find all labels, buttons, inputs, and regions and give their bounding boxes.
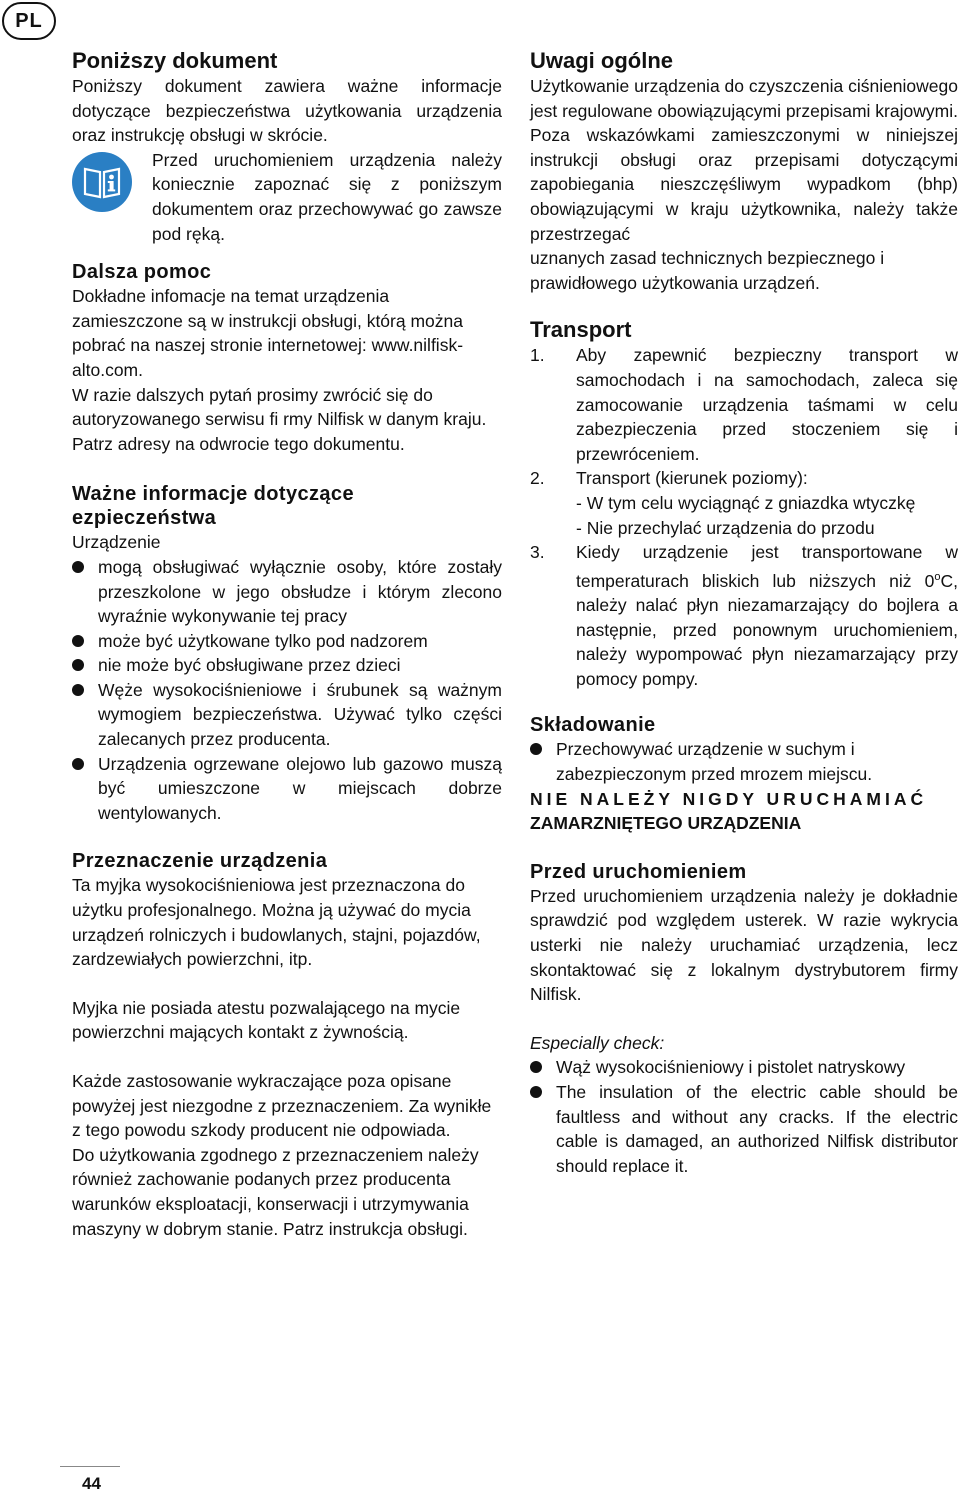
check-item: Wąż wysokociśnieniowy i pistolet natryskowy	[530, 1055, 958, 1080]
transport-item-text: Kiedy urządzenie jest transportowane w temperaturach bliskich lub niższych niż 0	[576, 542, 958, 591]
degree-sup: o	[934, 570, 941, 583]
check-list	[530, 1055, 958, 1178]
left-column	[72, 48, 502, 1241]
manual-info-icon	[72, 152, 132, 212]
storage-item: Przechowywać urządzenie w suchym i zabezpieczonym przed mrozem miejscu.	[530, 737, 958, 786]
safety-item: mogą obsługiwać wyłącznie osoby, które zostały przeszkolone w jego obsłudze i którym zlecono wyraźnie wykonywanie tej pracy	[72, 555, 502, 629]
transport-list	[530, 343, 958, 691]
footer-rule	[60, 1466, 120, 1467]
general-paragraph-2: Poza wskazówkami zamieszczonymi w niniejszej instrukcji obsługi oraz przepisami dotyczącymi zapobiegania nieszczęśliwym wypadkom (bhp) obowiązującymi w kraju użytkownika, należy także przestrzegać	[530, 125, 958, 244]
storage-title: Składowanie	[530, 714, 656, 737]
transport-item-number: 2.	[530, 468, 545, 489]
storage-list	[530, 737, 958, 786]
safety-item: może być użytkowane tylko pod nadzorem	[72, 629, 502, 654]
transport-item	[530, 466, 958, 540]
transport-title: Transport	[530, 317, 632, 343]
safety-title: Ważne informacje dotyczące ezpieczeństwa	[72, 483, 354, 530]
purpose-title: Przeznaczenie urządzenia	[72, 850, 328, 873]
safety-intro: Urządzenie	[72, 532, 161, 553]
transport-item-number: 3.	[530, 542, 545, 563]
help-title: Dalsza pomoc	[72, 261, 212, 284]
before-paragraph: Przed uruchomieniem urządzenia należy je dokładnie sprawdzić pod względem usterek. W razie wykrycia usterki nie należy uruchamiać urządzenia, lecz skontaktować się z lokalnym dystrybutorem firmy Nilfisk.	[530, 885, 958, 1005]
check-item: The insulation of the electric cable should be faultless and without any cracks. If the electric cable is damaged, an authorized Nilfisk distributor should replace it.	[530, 1080, 958, 1178]
purpose-paragraph-1: Ta myjka wysokociśnieniowa jest przeznaczona do użytku profesjonalnego. Można ją używać do mycia urządzeń rolniczych i budowlanych, stajni, pojazdów, zardzewiałych powierzchni, itp.	[72, 875, 481, 970]
safety-item: nie może być obsługiwane przez dzieci	[72, 653, 502, 678]
language-badge: PL	[2, 2, 56, 40]
transport-item	[530, 540, 958, 691]
storage-warning-line-1: NIE NALEŻY NIGDY URUCHAMIAĆ	[530, 788, 928, 809]
transport-item	[530, 343, 958, 466]
before-title: Przed uruchomieniem	[530, 860, 747, 883]
general-paragraph-1: Użytkowanie urządzenia do czyszczenia ciśnieniowego jest regulowane obowiązującymi przepisami krajowymi.	[530, 76, 958, 121]
storage-warning-line-2: ZAMARZNIĘTEGO URZĄDZENIA	[530, 813, 802, 834]
doc-note-row	[72, 148, 502, 246]
general-title: Uwagi ogólne	[530, 48, 673, 73]
transport-item-text-cont: C, należy nalać płyn niezamarzający do bojlera a następnie, przed ponownym uruchomieniem, należy wypompować płyn niezamarzający przy pomocy pompy.	[576, 570, 958, 689]
help-paragraph-2: W razie dalszych pytań prosimy zwrócić się do autoryzowanego serwisu fi rmy Nilfisk w danym kraju. Patrz adresy na odwrocie tego dokumentu.	[72, 384, 487, 454]
doc-paragraph-1: Poniższy dokument zawiera ważne informacje dotyczące bezpieczeństwa użytkowania urządzenia oraz instrukcję obsługi w skrócie.	[72, 76, 502, 146]
doc-paragraph-2: Przed uruchomieniem urządzenia należy koniecznie zapoznać się z poniższym dokumentem oraz przechowywać go zawsze pod ręką.	[152, 149, 502, 244]
purpose-paragraph-3: Każde zastosowanie wykraczające poza opisane powyżej jest niezgodne z przeznaczeniem. Za wynikłe z tego powodu szkody producent nie odpowiada.	[72, 1071, 492, 1141]
safety-list	[72, 555, 502, 826]
check-title: Especially check:	[530, 1032, 665, 1053]
transport-item-number: 1.	[530, 345, 545, 366]
transport-item-text: Transport (kierunek poziomy):	[576, 468, 808, 489]
right-column	[530, 48, 958, 1178]
purpose-paragraph-4: Do użytkowania zgodnego z przeznaczeniem należy również zachowanie podanych przez producenta warunków eksploatacji, konserwacji i utrzymywania maszyny w dobrym stanie. Patrz instrukcja obsługi.	[72, 1144, 479, 1239]
general-paragraph-3: uznanych zasad technicznych bezpiecznego i prawidłowego użytkowania urządzeń.	[530, 248, 885, 293]
transport-item-text: Aby zapewnić bezpieczny transport w samochodach i na samochodach, zaleca się zamocowanie urządzenia taśmami w celu zabezpieczenia przed stoczeniem się i przewróceniem.	[576, 345, 958, 464]
safety-item: Urządzenia ogrzewane olejowo lub gazowo muszą być umieszczone w miejscach dobrze wentylowanych.	[72, 752, 502, 826]
doc-title: Poniższy dokument	[72, 48, 278, 73]
purpose-paragraph-2: Myjka nie posiada atestu pozwalającego na mycie powierzchni mających kontakt z żywnością.	[72, 997, 461, 1043]
transport-subitem: - Nie przechylać urządzenia do przodu	[576, 517, 875, 538]
page-number: 44	[82, 1474, 101, 1493]
transport-subitem: - W tym celu wyciągnąć z gniazdka wtyczkę	[576, 492, 916, 513]
safety-item: Węże wysokociśnieniowe i śrubunek są ważnym wymogiem bezpieczeństwa. Używać tylko części zalecanych przez producenta.	[72, 678, 502, 752]
help-paragraph-1: Dokładne infomacje na temat urządzenia zamieszczone są w instrukcji obsługi, którą można pobrać na naszej stronie internetowej: www.nilfisk-alto.com.	[72, 286, 464, 380]
